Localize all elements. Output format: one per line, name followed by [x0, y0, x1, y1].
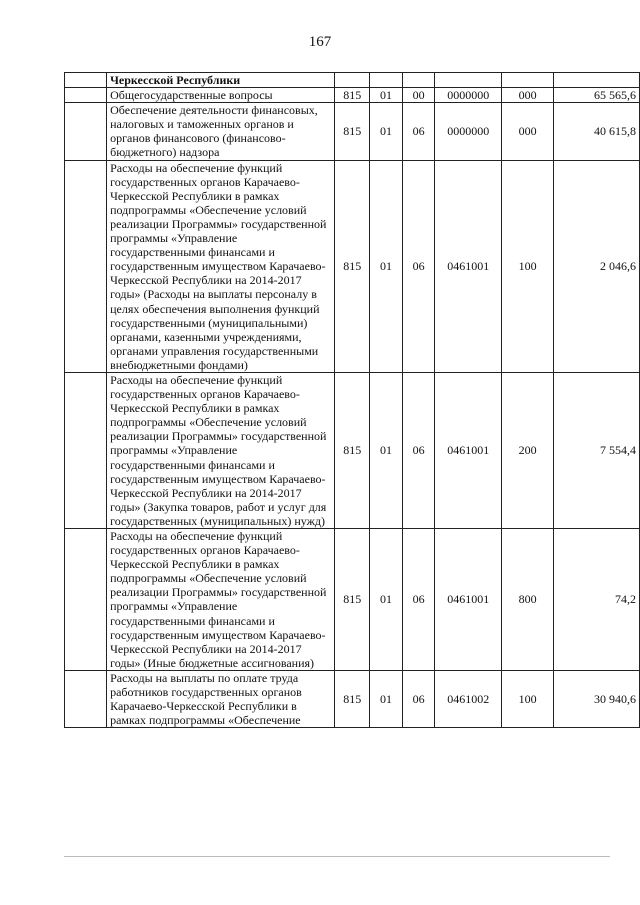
subsection-code-cell: 06	[402, 529, 435, 671]
target-item-code-cell: 0461002	[435, 670, 502, 727]
table-row	[65, 160, 640, 372]
ministry-code-cell	[335, 73, 370, 88]
table-row	[65, 670, 640, 727]
row-number-cell	[65, 88, 107, 103]
expense-name-cell: Обеспечение деятельности финансовых, налоговых и таможенных органов и органов финансового (финансово-бюджетного) надзора	[107, 103, 335, 160]
expense-name-cell: Расходы на обеспечение функций государственных органов Карачаево-Черкесской Республики в рамках подпрограммы «Обеспечение условий реализации Программы» государственной программы «Управление государственными финансами и государственным имуществом Карачаево-Черкесской Республики на 2014-2017 годы» (Иные бюджетные ассигнования)	[107, 529, 335, 671]
amount-cell: 30 940,6	[554, 670, 640, 727]
section-code-cell: 01	[370, 88, 403, 103]
ministry-code-cell: 815	[335, 88, 370, 103]
section-code-cell	[370, 73, 403, 88]
target-item-code-cell: 0000000	[435, 88, 502, 103]
expense-type-code-cell: 000	[501, 88, 553, 103]
budget-table-body	[65, 73, 640, 728]
subsection-code-cell: 06	[402, 372, 435, 528]
amount-cell: 7 554,4	[554, 372, 640, 528]
target-item-code-cell: 0461001	[435, 160, 502, 372]
budget-table	[64, 72, 640, 728]
table-row	[65, 73, 640, 88]
subsection-code-cell: 06	[402, 103, 435, 160]
subsection-code-cell: 00	[402, 88, 435, 103]
expense-type-code-cell: 200	[501, 372, 553, 528]
table-row	[65, 529, 640, 671]
section-code-cell: 01	[370, 103, 403, 160]
ministry-code-cell: 815	[335, 670, 370, 727]
row-number-cell	[65, 529, 107, 671]
row-number-cell	[65, 73, 107, 88]
expense-name-cell: Расходы на выплаты по оплате труда работников государственных органов Карачаево-Черкесской Республики в рамках подпрограммы «Обеспечение	[107, 670, 335, 727]
target-item-code-cell: 0000000	[435, 103, 502, 160]
page-bottom-rule	[64, 856, 610, 857]
expense-type-code-cell: 100	[501, 160, 553, 372]
table-row	[65, 372, 640, 528]
ministry-code-cell: 815	[335, 160, 370, 372]
expense-name-cell: Расходы на обеспечение функций государственных органов Карачаево-Черкесской Республики в рамках подпрограммы «Обеспечение условий реализации Программы» государственной программы «Управление государственными финансами и государственным имуществом Карачаево-Черкесской Республики на 2014-2017 годы» (Расходы на выплаты персоналу в целях обеспечения выполнения функций государственными (муниципальными) органами, казенными учреждениями, органами управления государственными внебюджетными фондами)	[107, 160, 335, 372]
amount-cell: 74,2	[554, 529, 640, 671]
amount-cell: 40 615,8	[554, 103, 640, 160]
expense-name-cell: Общегосударственные вопросы	[107, 88, 335, 103]
expense-name-cell: Черкесской Республики	[107, 73, 335, 88]
ministry-code-cell: 815	[335, 529, 370, 671]
expense-type-code-cell	[501, 73, 553, 88]
subsection-code-cell: 06	[402, 670, 435, 727]
row-number-cell	[65, 372, 107, 528]
table-row	[65, 103, 640, 160]
table-row	[65, 88, 640, 103]
expense-type-code-cell: 000	[501, 103, 553, 160]
amount-cell: 65 565,6	[554, 88, 640, 103]
amount-cell	[554, 73, 640, 88]
row-number-cell	[65, 103, 107, 160]
target-item-code-cell	[435, 73, 502, 88]
ministry-code-cell: 815	[335, 103, 370, 160]
subsection-code-cell: 06	[402, 160, 435, 372]
page-number: 167	[308, 34, 332, 50]
target-item-code-cell: 0461001	[435, 372, 502, 528]
section-code-cell: 01	[370, 670, 403, 727]
expense-type-code-cell: 100	[501, 670, 553, 727]
amount-cell: 2 046,6	[554, 160, 640, 372]
subsection-code-cell	[402, 73, 435, 88]
section-code-cell: 01	[370, 529, 403, 671]
row-number-cell	[65, 160, 107, 372]
ministry-code-cell: 815	[335, 372, 370, 528]
expense-name-cell: Расходы на обеспечение функций государственных органов Карачаево-Черкесской Республики в рамках подпрограммы «Обеспечение условий реализации Программы» государственной программы «Управление государственными финансами и государственным имуществом Карачаево-Черкесской Республики на 2014-2017 годы» (Закупка товаров, работ и услуг для государственных (муниципальных) нужд)	[107, 372, 335, 528]
expense-type-code-cell: 800	[501, 529, 553, 671]
row-number-cell	[65, 670, 107, 727]
section-code-cell: 01	[370, 372, 403, 528]
section-code-cell: 01	[370, 160, 403, 372]
target-item-code-cell: 0461001	[435, 529, 502, 671]
